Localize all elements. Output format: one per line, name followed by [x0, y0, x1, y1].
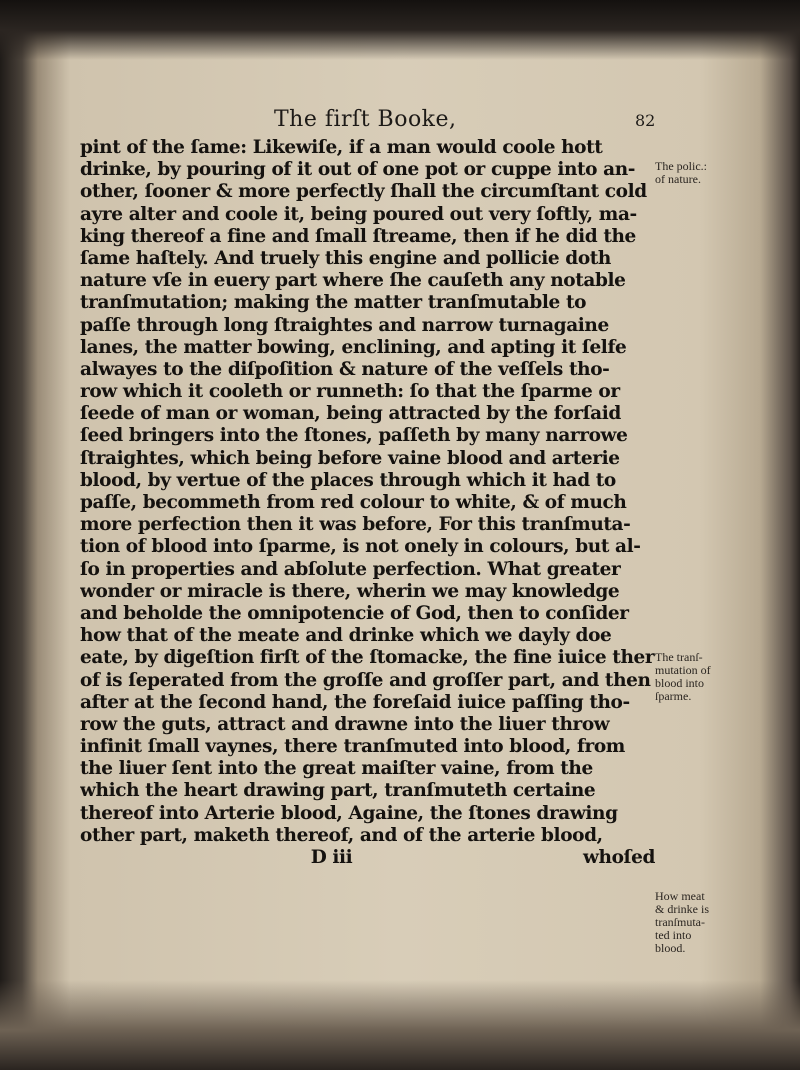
text-line: row which it cooleth or runneth: ſo that the ſparme or — [80, 381, 620, 403]
margin-note-line: How meat — [655, 889, 705, 903]
running-header — [60, 107, 760, 137]
text-line: paſſe, becommeth from red colour to white, & of much — [80, 492, 627, 513]
text-line: king thereof a fine and ſmall ſtreame, then if he did the — [80, 225, 636, 247]
text-line: ſtraightes, which being before vaine blood and arterie — [80, 447, 620, 469]
text-line: after at the ſecond hand, the foreſaid iuice paſſing tho- — [80, 691, 630, 713]
book-page — [60, 95, 760, 995]
margin-note-line: blood into — [655, 676, 705, 690]
text-line: tranſmutation; making the matter tranſmutable to — [80, 292, 587, 314]
text-line: nature vſe in euery part where ſhe cauſeth any notable — [80, 270, 626, 292]
margin-note-line: blood. — [655, 941, 686, 955]
signature-mark: D iii — [310, 847, 353, 868]
text-line: lanes, the matter bowing, enclining, and apting it ſelfe — [80, 336, 627, 358]
running-title: The firſt Booke, — [274, 107, 457, 132]
text-line: which the heart drawing part, tranſmuteth certaine — [80, 780, 596, 802]
text-line: wonder or miracle is there, wherin we may knowledge — [80, 580, 620, 602]
text-line: ſo in properties and abſolute perfection. What greater — [80, 558, 621, 580]
margin-note-line: ted into — [655, 928, 692, 942]
folio-number: 82 — [635, 111, 656, 130]
text-line: row the guts, attract and drawne into the liuer throw — [80, 713, 610, 735]
body-text — [80, 137, 655, 869]
margin-note-line: ſparme. — [655, 689, 692, 703]
text-line: of is ſeperated from the groſſe and groſſer part, and then — [80, 669, 651, 691]
footer-line — [80, 847, 655, 869]
text-line: the liuer ſent into the great maiſter vaine, from the — [80, 758, 593, 780]
text-line: how that of the meate and drinke which we dayly doe — [80, 625, 612, 647]
text-line: infinit ſmall vaynes, there tranſmuted into blood, from — [80, 736, 625, 758]
text-line: ſeed bringers into the ſtones, paſſeth by many narrowe — [80, 425, 628, 447]
margin-note-transmutation — [655, 651, 755, 703]
margin-note-meat-drink — [655, 890, 755, 955]
margin-note-line: & drinke is — [655, 902, 709, 916]
margin-note-line: mutation of — [655, 663, 711, 677]
text-line: and beholde the omnipotencie of God, then to conſider — [80, 602, 629, 624]
text-line: tion of blood into ſparme, is not onely in colours, but al- — [80, 536, 641, 558]
text-line: alwayes to the diſpoſition & nature of the veſſels tho- — [80, 358, 610, 380]
margin-note-line: The tranſ- — [655, 650, 703, 664]
text-line: ſeede of man or woman, being attracted by the forſaid — [80, 403, 621, 425]
text-line: blood, by vertue of the places through which it had to — [80, 469, 616, 491]
text-line: pint of the ſame: Likewiſe, if a man would coole hott — [80, 137, 603, 158]
text-line: other part, maketh thereof, and of the arterie blood, — [80, 824, 603, 846]
text-line: more perfection then it was before, For this tranſmuta- — [80, 514, 631, 536]
text-line: eate, by digeſtion firſt of the ſtomacke, the fine iuice ther — [80, 647, 655, 669]
text-line: ſame haſtely. And truely this engine and pollicie doth — [80, 247, 611, 269]
text-line: paſſe through long ſtraightes and narrow turnagaine — [80, 314, 609, 336]
margin-note-line: of nature. — [655, 172, 701, 186]
catchword: whoſed — [583, 847, 655, 868]
text-line: ayre alter and coole it, being poured out very ſoftly, ma- — [80, 203, 637, 225]
text-line: thereof into Arterie blood, Againe, the ſtones drawing — [80, 802, 618, 824]
margin-note-policie — [655, 160, 755, 186]
margin-note-line: tranſmuta- — [655, 915, 705, 929]
text-line: other, ſooner & more perfectly ſhall the circumſtant cold — [80, 181, 647, 203]
text-line: drinke, by pouring of it out of one pot or cuppe into an- — [80, 159, 636, 181]
margin-note-line: The polic.: — [655, 159, 707, 173]
